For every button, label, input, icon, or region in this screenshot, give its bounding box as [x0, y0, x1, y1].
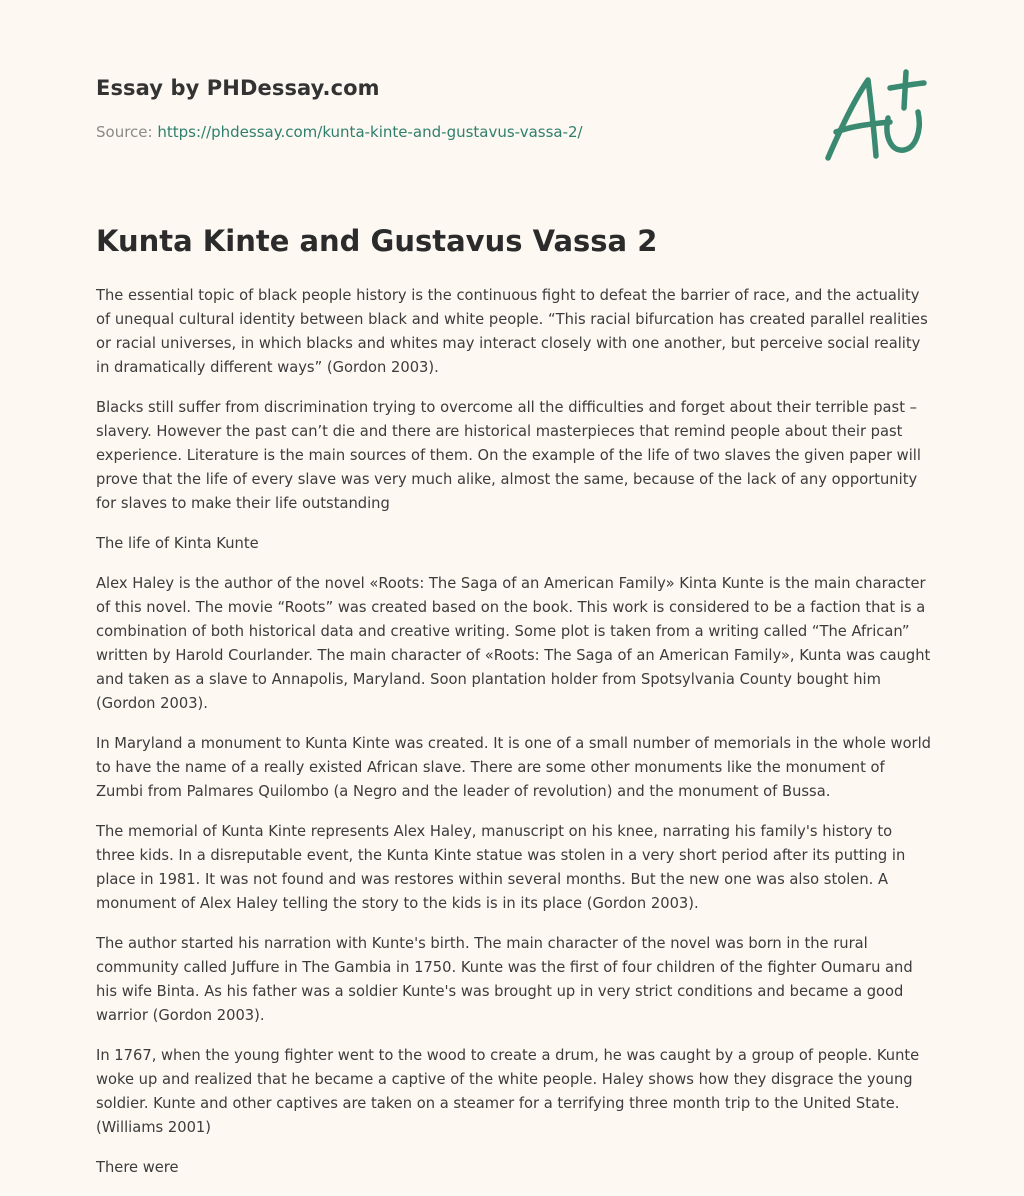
paragraph: The essential topic of black people history is the continuous fight to defeat the barrier of race, and the actuality of unequal cultural identity between black and white people. “This racial bifurcation has created parallel realities or racial universes, in which blacks and whites may interact closely with one another, but perceive social reality in dramatically different ways” (Gordon 2003). [96, 287, 928, 376]
section-heading: The life of Kinta Kunte [96, 535, 259, 552]
paragraph: In Maryland a monument to Kunta Kinte was created. It is one of a small number of memorials in the whole world to have the name of a really existed African slave. There are some other monuments like the monument of Zumbi from Palmares Quilombo (a Negro and the leader of revolution) and the monument of Bussa. [96, 735, 931, 800]
paragraph: The memorial of Kunta Kinte represents Alex Haley, manuscript on his knee, narrating his family's history to three kids. In a disreputable event, the Kunta Kinte statue was stolen in a very short period after its putting in place in 1981. It was not found and was restores within several months. But the new one was also stolen. A monument of Alex Haley telling the story to the kids is in its place (Gordon 2003). [96, 823, 906, 912]
essay-title: Kunta Kinte and Gustavus Vassa 2 [96, 224, 658, 258]
paragraph: There were [96, 1159, 179, 1176]
paragraph: Blacks still suffer from discrimination trying to overcome all the difficulties and forget about their terrible past – slavery. However the past can’t die and there are historical masterpieces that remind people about their past experience. Literature is the main sources of them. On the example of the life of two slaves the given paper will prove that the life of every slave was very much alike, almost the same, because of the lack of any opportunity for slaves to make their life outstanding [96, 399, 921, 512]
paragraph: The author started his narration with Kunte's birth. The main character of the novel was born in the rural community called Juffure in The Gambia in 1750. Kunte was the first of four children of the fighter Oumaru and his wife Binta. As his father was a soldier Kunte's was brought up in very strict conditions and became a good warrior (Gordon 2003). [96, 935, 913, 1024]
site-name: Essay by PHDessay.com [96, 76, 380, 100]
a-plus-logo-icon [818, 64, 938, 168]
essay-body [96, 284, 932, 1196]
source-line [96, 123, 583, 141]
source-label: Source: [96, 123, 153, 141]
paragraph: In 1767, when the young fighter went to the wood to create a drum, he was caught by a group of people. Kunte woke up and realized that he became a captive of the white people. Haley shows how they disgrace the young soldier. Kunte and other captives are taken on a steamer for a terrifying three month trip to the United State. (Williams 2001) [96, 1047, 920, 1136]
paragraph: Alex Haley is the author of the novel «Roots: The Saga of an American Family» Kinta Kunte is the main character of this novel. The movie “Roots” was created based on the book. This work is considered to be a faction that is a combination of both historical data and creative writing. Some plot is taken from a writing called “The African” written by Harold Courlander. The main character of «Roots: The Saga of an American Family», Kunta was caught and taken as a slave to Annapolis, Maryland. Soon plantation holder from Spotsylvania County bought him (Gordon 2003). [96, 575, 931, 712]
source-link[interactable]: https://phdessay.com/kunta-kinte-and-gustavus-vassa-2/ [157, 123, 583, 141]
